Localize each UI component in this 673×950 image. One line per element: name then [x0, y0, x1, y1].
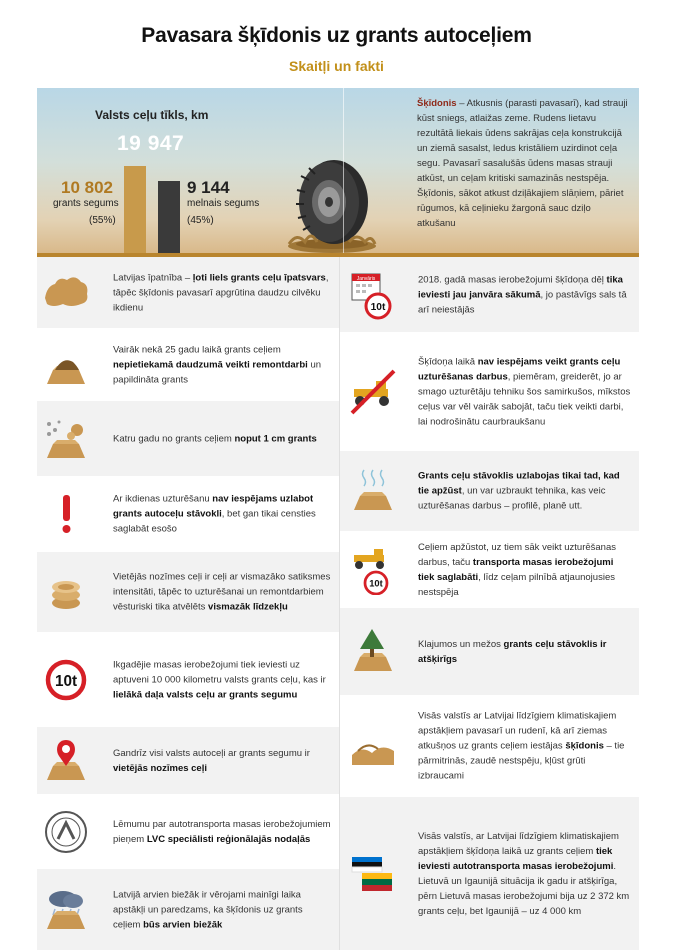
- mud-wave-icon: [348, 721, 398, 771]
- asphalt-percent: (45%): [187, 215, 214, 226]
- svg-text:10t: 10t: [370, 301, 386, 313]
- fact-highlight: Grants ceļu stāvoklis uzlabojas tikai tad, kad tie apžūst: [418, 470, 620, 497]
- left-fact-7: [37, 727, 339, 794]
- exclamation-icon: [41, 489, 91, 539]
- fact-highlight: būs arvien biežāk: [143, 919, 223, 930]
- gravel-value: 10 802: [61, 178, 113, 197]
- page-title: Pavasara šķīdonis uz grants autoceļiem: [141, 24, 532, 47]
- calendar-sign-icon: [348, 270, 398, 320]
- fact-text: [113, 342, 331, 387]
- fact-text: [113, 570, 331, 615]
- fact-highlight: noput 1 cm grants: [234, 433, 317, 444]
- fact-text-part: un papildināta grants: [113, 359, 322, 385]
- fact-highlight: nav iespējams veikt grants ceļu uzturēšanas darbus: [418, 356, 621, 382]
- fact-highlight: vietējās nozīmes ceļi: [113, 762, 207, 774]
- fact-text-part: Ar ikdienas uzturēšanu: [113, 493, 213, 505]
- fact-text-part: , un var uzbraukt tehnika, kas veic uzturēšanas darbus – profilē, planē utt.: [418, 485, 606, 512]
- right-fact-4: [340, 531, 639, 608]
- fact-text-part: – tie pārmitrinās, zaudē nestspēju, kļūst grūti izbraucami: [418, 740, 625, 782]
- right-fact-2: [340, 332, 639, 451]
- left-fact-3: [37, 401, 339, 476]
- fact-text-part: . Lietuvā un Igaunijā situācija ik gadu ir atšķirīga, pērn Lietuvā masas ierobežojumi bija uz 2 372 km grants ceļu, bet Igaunijā – uz 4 000 km: [418, 860, 630, 917]
- fact-text: [418, 354, 631, 429]
- fact-text-part: Klajumos un mežos: [418, 638, 504, 650]
- weight-limit-sign-icon: [41, 655, 91, 705]
- tree-icon: [348, 627, 398, 677]
- tire-in-mud-icon: [287, 156, 377, 253]
- grader-sign-icon: [348, 545, 398, 595]
- left-fact-5: [37, 552, 339, 632]
- fact-text-part: Ikgadējie masas ierobežojumi tiek ieviesti uz aptuveni 10 000 kilometru valsts grants ceļu, kas ir: [113, 659, 326, 685]
- location-pin-icon: [41, 736, 91, 786]
- left-fact-8: [37, 794, 339, 869]
- fact-text-part: Vairāk nekā 25 gadu laikā grants ceļiem: [113, 344, 281, 355]
- asphalt-bar: [158, 181, 180, 253]
- left-fact-9: [37, 869, 339, 950]
- fact-highlight: ļoti liels grants ceļu īpatsvars: [192, 272, 326, 283]
- fact-text-part: , bet gan tikai censties saglabāt esošo: [113, 508, 316, 535]
- fact-text: [113, 746, 331, 776]
- left-fact-1: [37, 257, 339, 328]
- fact-text: [418, 272, 631, 317]
- fact-highlight: transporta masas ierobežojumi tiek saglabāti: [418, 556, 614, 583]
- svg-text:10t: 10t: [54, 672, 78, 690]
- fact-highlight: LVC speciālisti reģionālajās nodaļās: [146, 833, 311, 845]
- latvia-map-icon: [41, 268, 91, 318]
- fact-text-part: Latvijā arvien biežāk ir vērojami mainīgi laika apstākļi un paredzams, ka šķīdonis uz grants ceļiem: [113, 889, 303, 930]
- fact-text-part: Katru gadu no grants ceļiem: [113, 433, 235, 444]
- asphalt-label: melnais segums: [187, 198, 260, 209]
- fact-text: [418, 469, 631, 514]
- fact-text-part: Vietējās nozīmes ceļi ir ceļi ar vismazāko satiksmes intensitāti, tāpēc to uzturēšanai un remontdarbiem vēsturiski tika atvēlēts: [113, 571, 331, 613]
- network-title: Valsts ceļu tīkls, km: [95, 108, 209, 122]
- fact-text-part: 2018. gadā masas ierobežojumi šķīdoņa dēļ: [418, 274, 607, 285]
- fact-text: [113, 887, 331, 932]
- fact-highlight: tiek ieviesti autotransporta masas ierobežojumi: [418, 845, 614, 872]
- rain-cloud-icon: [41, 885, 91, 935]
- gravel-percent: (55%): [89, 215, 116, 226]
- fact-text-part: , līdz ceļam pilnībā atjaunojusies nestspēja: [418, 571, 615, 598]
- gravel-bar: [124, 166, 146, 253]
- drying-road-icon: [348, 466, 398, 516]
- grader-crossed-icon: [348, 367, 398, 417]
- left-fact-4: [37, 476, 339, 552]
- fact-text: [113, 817, 331, 847]
- fact-text: [418, 709, 631, 784]
- fact-text-part: Visās valstīs, ar Latvijai līdzīgiem klimatiskajiem apstākļiem šķīdoņa laikā uz grants ceļiem: [418, 830, 619, 857]
- gravel-loss-icon: [41, 414, 91, 464]
- svg-text:Janvāris: Janvāris: [356, 275, 376, 282]
- fact-text: [113, 270, 331, 315]
- fact-text: [418, 540, 631, 600]
- asphalt-value: 9 144: [187, 178, 230, 197]
- flags-icon: [348, 849, 398, 899]
- fact-text-part: Gandrīz visi valsts autoceļi ar grants segumu ir: [113, 747, 310, 759]
- right-fact-7: [340, 797, 639, 950]
- coins-icon: [41, 567, 91, 617]
- right-fact-1: [340, 257, 639, 332]
- fact-text: [113, 657, 331, 702]
- fact-text-part: Ceļiem apžūstot, uz tiem sāk veikt uzturēšanas darbus, taču: [418, 541, 617, 568]
- definition-text: [417, 96, 631, 231]
- fact-highlight: tika ieviesti jau janvāra sākumā: [418, 274, 623, 300]
- fact-text: [418, 637, 631, 667]
- fact-highlight: lielākā daļa valsts ceļu ar grants segumu: [113, 689, 298, 700]
- left-fact-6: [37, 632, 339, 727]
- gravel-road-icon: [41, 340, 91, 390]
- fact-text-part: Lēmumu par autotransporta masas ierobežojumiem pieņem: [113, 818, 331, 845]
- fact-text-part: Visās valstīs ar Latvijai līdzīgiem klimatiskajiem apstākļiem pavasarī un rudenī, kā arī ziemas atkušņos uz grants ceļiem iestājas: [418, 710, 617, 752]
- definition-term: Šķīdonis: [417, 98, 457, 109]
- fact-highlight: grants ceļu stāvoklis ir atšķirīgs: [418, 638, 607, 665]
- hero-panel: [37, 88, 639, 253]
- gravel-label: grants segums: [53, 198, 119, 209]
- fact-highlight: nepietiekamā daudzumā veikti remontdarbi: [113, 359, 308, 370]
- fact-text: [113, 492, 331, 537]
- fact-text-part: , jo pastāvīgs sals tā arī neiestājās: [418, 289, 627, 315]
- hero-divider: [343, 88, 344, 253]
- right-fact-3: [340, 451, 639, 531]
- lvc-seal-icon: [41, 807, 91, 857]
- fact-highlight: šķīdonis: [565, 740, 604, 752]
- fact-highlight: nav iespējams uzlabot grants autoceļu stāvokli: [113, 493, 314, 520]
- left-fact-2: [37, 328, 339, 401]
- svg-text:10t: 10t: [369, 578, 383, 589]
- network-total: 19 947: [117, 132, 185, 155]
- definition-body: – Atkusnis (parasti pavasarī), kad strauji kūst sniegs, atlaižas zeme. Rudens lietavu rezultātā liekais ūdens sakrājas ceļa konstrukcijā un ziemā sasalst, ledus kristāliem uzirdinot ceļa segu. Pavasarī sasalušās ūdens masas strauji atkūst, un ceļam kritiski samazinās nestspēja. Šķīdonis, sākot atkust dziļākajiem slāņiem, pāriet rūgumos, kā ceļinieku žargonā sauc dziļo atkušanu: [417, 98, 628, 229]
- fact-text: [418, 829, 631, 919]
- fact-text-part: , tāpēc šķīdonis pavasarī apgrūtina daudzu cilvēku ikdienu: [113, 272, 329, 313]
- fact-text-part: Latvijas īpatnība –: [113, 272, 193, 283]
- fact-text-part: Šķīdoņa laikā: [418, 356, 478, 367]
- right-fact-5: [340, 608, 639, 695]
- page-subtitle: Skaitļi un fakti: [289, 58, 384, 74]
- fact-highlight: vismazāk līdzekļu: [208, 601, 288, 613]
- fact-text-part: , piemēram, greiderēt, jo ar smago uzturētāju tehniku šos samirkušos, mīkstos ceļus var vēl vairāk sabojāt, taču tiek veikti darbi, lai nodrošinātu caurbraukšanu: [418, 371, 631, 427]
- fact-text: [113, 431, 331, 446]
- right-fact-6: [340, 695, 639, 797]
